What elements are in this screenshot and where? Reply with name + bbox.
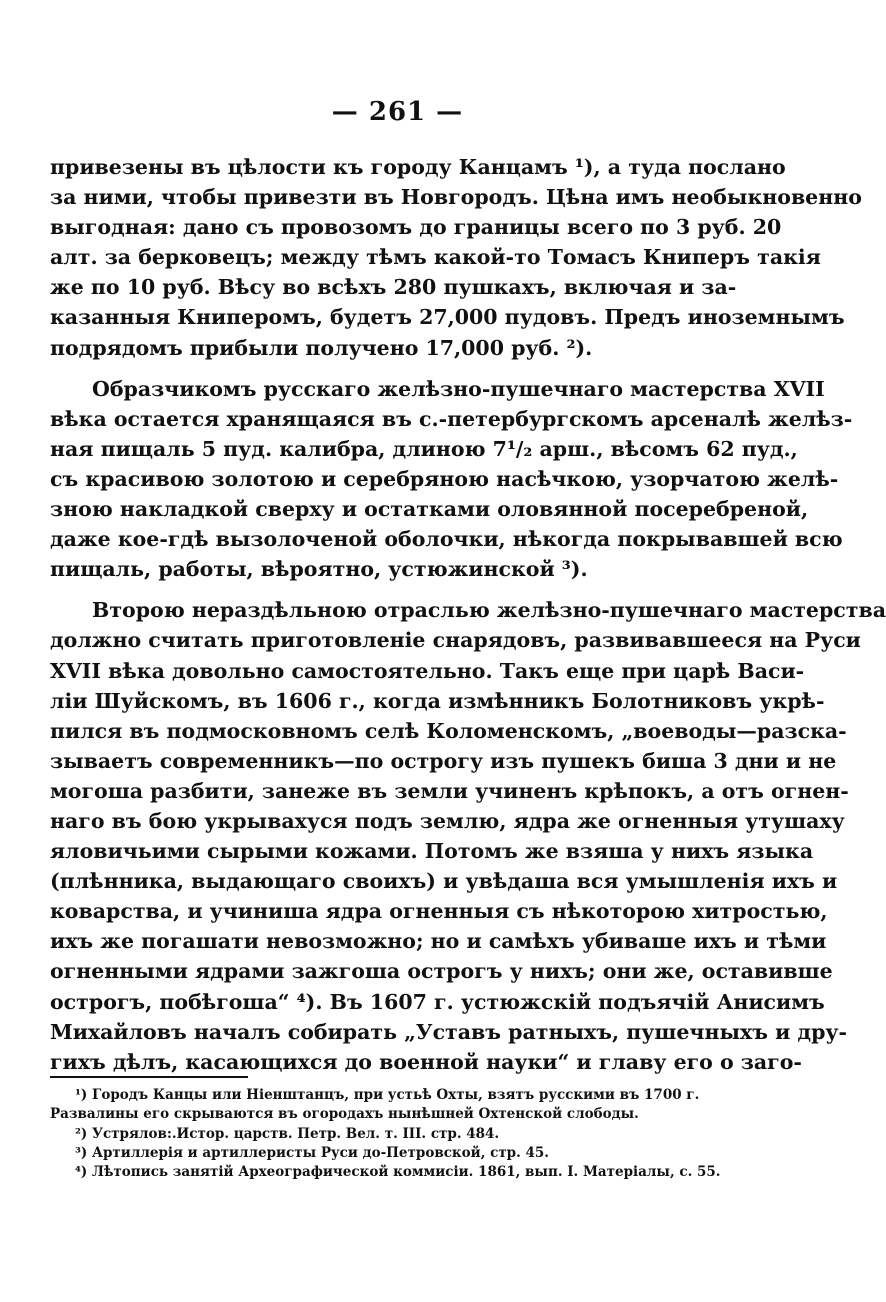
paragraph-1-line-4: алт. за берковецъ; между тѣмъ какой-то Томасъ Книперъ такія [50, 245, 821, 270]
page-number: — 261 — [331, 97, 464, 127]
paragraph-1-line-6: казанныя Книперомъ, будетъ 27,000 пудовъ. Предъ иноземнымъ [50, 305, 845, 330]
paragraph-3-line-5: пился въ подмосковномъ селѣ Коломенскомъ, „воеводы—разска- [50, 718, 847, 743]
paragraph-3-line-8: наго въ бою укрывахуся подъ землю, ядра же огненныя утушаху [50, 808, 845, 833]
paragraph-3-line-16: гихъ дѣлъ, касающихся до военной науки“ и главу его о заго- [50, 1049, 802, 1074]
paragraph-2-line-1: Образчикомъ русскаго желѣзно-пушечнаго мастерства XVII [92, 376, 825, 401]
paragraph-2-line-3: ная пищаль 5 пуд. калибра, длиною 7¹/₂ арш., вѣсомъ 62 пуд., [50, 436, 798, 461]
footnote-1-line-2: Развалины его скрываются въ огородахъ нынѣшней Охтенской слободы. [50, 1106, 639, 1123]
paragraph-2-line-5: зною накладкой сверху и остатками оловянной посеребреной, [50, 497, 809, 522]
footnote-2: ²) Устрялов:.Истор. царств. Петр. Вел. т. III. стр. 484. [75, 1125, 500, 1142]
paragraph-3-line-7: могоша разбити, занеже въ земли учиненъ крѣпокъ, а отъ огнен- [50, 778, 849, 803]
footnote-1-line-1: ¹) Городъ Канцы или Ніенштанцъ, при устьѣ Охты, взятъ русскими въ 1700 г. [75, 1087, 700, 1103]
footnote-3: ³) Артиллерія и артиллеристы Руси до-Петровской, стр. 45. [75, 1144, 550, 1161]
paragraph-1-line-5: же по 10 руб. Вѣсу во всѣхъ 280 пушкахъ, включая и за- [50, 275, 737, 300]
paragraph-1-line-7: подрядомъ прибыли получено 17,000 руб. ²). [50, 335, 593, 360]
paragraph-1-line-1: привезены въ цѣлости къ городу Канцамъ ¹), а туда послано [50, 155, 786, 179]
footnote-4: ⁴) Лѣтопись занятій Археографической коммисіи. 1861, вып. I. Матеріалы, с. 55. [75, 1164, 721, 1181]
paragraph-3-line-10: (плѣнника, выдающаго своихъ) и увѣдаша вся умышленія ихъ и [50, 869, 838, 894]
paragraph-3-line-13: огненными ядрами зажгоша острогъ у нихъ; они же, оставивше [50, 959, 833, 984]
paragraph-1-line-3: выгодная: дано съ провозомъ до границы всего по 3 руб. 20 [50, 215, 782, 240]
paragraph-2-line-6: даже кое-гдѣ вызолоченой оболочки, нѣкогда покрывавшей всю [50, 527, 843, 552]
paragraph-3-line-1: Второю нераздѣльною отраслью желѣзно-пушечнаго мастерства [92, 598, 886, 623]
paragraph-3-line-15: Михайловъ началъ собирать „Уставъ ратныхъ, пушечныхъ и дру- [50, 1019, 848, 1044]
paragraph-3-line-14: острогъ, побѣгоша“ ⁴). Въ 1607 г. устюжскій подъячій Анисимъ [50, 989, 825, 1014]
footnote-divider [50, 1076, 248, 1078]
paragraph-3-line-3: XVII вѣка довольно самостоятельно. Такъ еще при царѣ Васи- [50, 658, 805, 683]
body-text [50, 152, 886, 1077]
paragraph-3-line-9: яловичьими сырыми кожами. Потомъ же взяша у нихъ языка [50, 839, 814, 864]
paragraph-2-line-4: съ красивою золотою и серебряною насѣчкою, узорчатою желѣ- [50, 466, 839, 491]
paragraph-3-line-11: коварства, и учиниша ядра огненныя съ нѣкоторою хитростью, [50, 899, 828, 924]
paragraph-3-line-4: ліи Шуйскомъ, въ 1606 г., когда измѣнникъ Болотниковъ укрѣ- [50, 688, 825, 713]
paragraph-3-line-2: должно считать приготовленіе снарядовъ, развивавшееся на Руси [50, 628, 861, 653]
paragraph-3-line-6: зываетъ современникъ—по острогу изъ пушекъ биша 3 дни и не [50, 748, 837, 773]
paragraph-3-line-12: ихъ же погашати невозможно; но и самѣхъ убиваше ихъ и тѣми [50, 929, 827, 954]
paragraph-2-line-2: вѣка остается хранящаяся въ с.-петербургскомъ арсеналѣ желѣз- [50, 406, 853, 431]
paragraph-2-line-7: пищаль, работы, вѣроятно, устюжинской ³). [50, 557, 588, 582]
footnotes [50, 1086, 721, 1182]
paragraph-1-line-2: за ними, чтобы привезти въ Новгородъ. Цѣна имъ необыкновенно [50, 185, 862, 210]
